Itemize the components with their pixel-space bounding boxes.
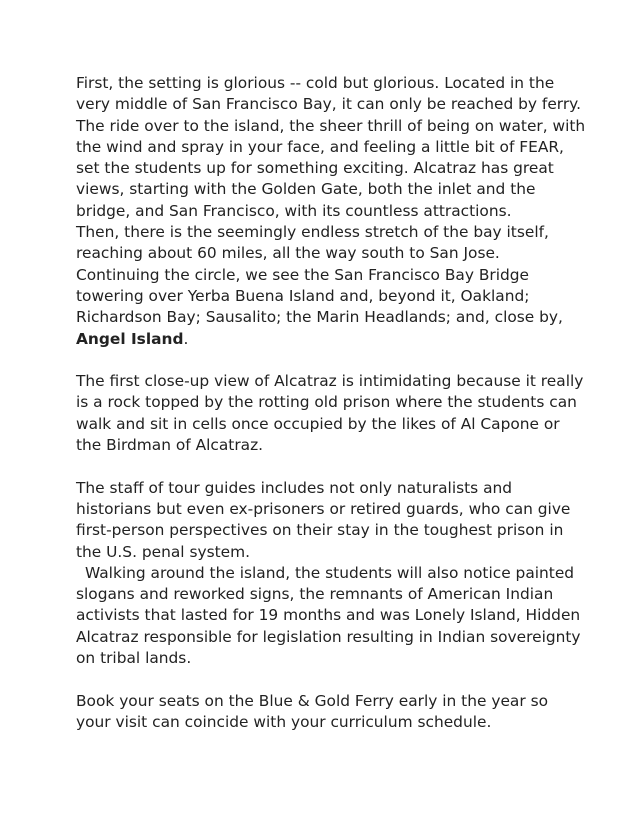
text-line: Then, there is the seemingly endless stretch of the bay itself,	[76, 223, 549, 242]
text-line: first-person perspectives on their stay in the toughest prison in	[76, 521, 564, 540]
paragraph-spacer	[76, 669, 586, 690]
text-line: First, the setting is glorious -- cold but glorious. Located in the	[76, 74, 555, 92]
paragraph-booking	[76, 691, 586, 734]
text-line-angel-island	[76, 329, 586, 350]
period: .	[183, 329, 189, 348]
text-line: Alcatraz responsible for legislation resulting in Indian sovereignty	[76, 627, 581, 646]
paragraph-setting	[76, 73, 586, 350]
text-line: slogans and reworked signs, the remnants of American Indian	[76, 585, 554, 604]
text-line: The first close-up view of Alcatraz is intimidating because it really	[76, 372, 584, 391]
text-line: bridge, and San Francisco, with its countless attractions.	[76, 201, 512, 220]
text-line: Book your seats on the Blue & Gold Ferry early in the year so	[76, 691, 548, 710]
text-line: on tribal lands.	[76, 649, 192, 668]
paragraph-first-view	[76, 371, 586, 456]
text-line: your visit can coincide with your curriculum schedule.	[76, 712, 492, 731]
paragraph-spacer	[76, 350, 586, 371]
text-line: historians but even ex-prisoners or retired guards, who can give	[76, 499, 571, 518]
document-body	[76, 73, 586, 733]
text-line: towering over Yerba Buena Island and, beyond it, Oakland;	[76, 286, 530, 305]
text-line: walk and sit in cells once occupied by the likes of Al Capone or	[76, 414, 560, 433]
text-line: reaching about 60 miles, all the way south to San Jose.	[76, 244, 500, 263]
text-line: set the students up for something exciting. Alcatraz has great	[76, 159, 554, 178]
text-line: The staff of tour guides includes not only naturalists and	[76, 478, 513, 497]
text-line: very middle of San Francisco Bay, it can only be reached by ferry.	[76, 95, 581, 114]
text-line: the Birdman of Alcatraz.	[76, 436, 264, 455]
text-line: Richardson Bay; Sausalito; the Marin Headlands; and, close by,	[76, 308, 563, 327]
paragraph-spacer	[76, 456, 586, 477]
paragraph-tour-guides	[76, 478, 586, 670]
text-line: Continuing the circle, we see the San Francisco Bay Bridge	[76, 265, 530, 284]
angel-island-emphasis: Angel Island	[76, 329, 184, 348]
text-line: the U.S. penal system.	[76, 542, 250, 561]
text-line: views, starting with the Golden Gate, both the inlet and the	[76, 180, 536, 199]
text-line: is a rock topped by the rotting old prison where the students can	[76, 393, 577, 412]
text-line: the wind and spray in your face, and feeling a little bit of FEAR,	[76, 137, 564, 156]
text-line-indented: Walking around the island, the students will also notice painted	[85, 563, 575, 582]
text-line: The ride over to the island, the sheer thrill of being on water, with	[76, 116, 586, 135]
text-line: activists that lasted for 19 months and was Lonely Island, Hidden	[76, 606, 581, 625]
